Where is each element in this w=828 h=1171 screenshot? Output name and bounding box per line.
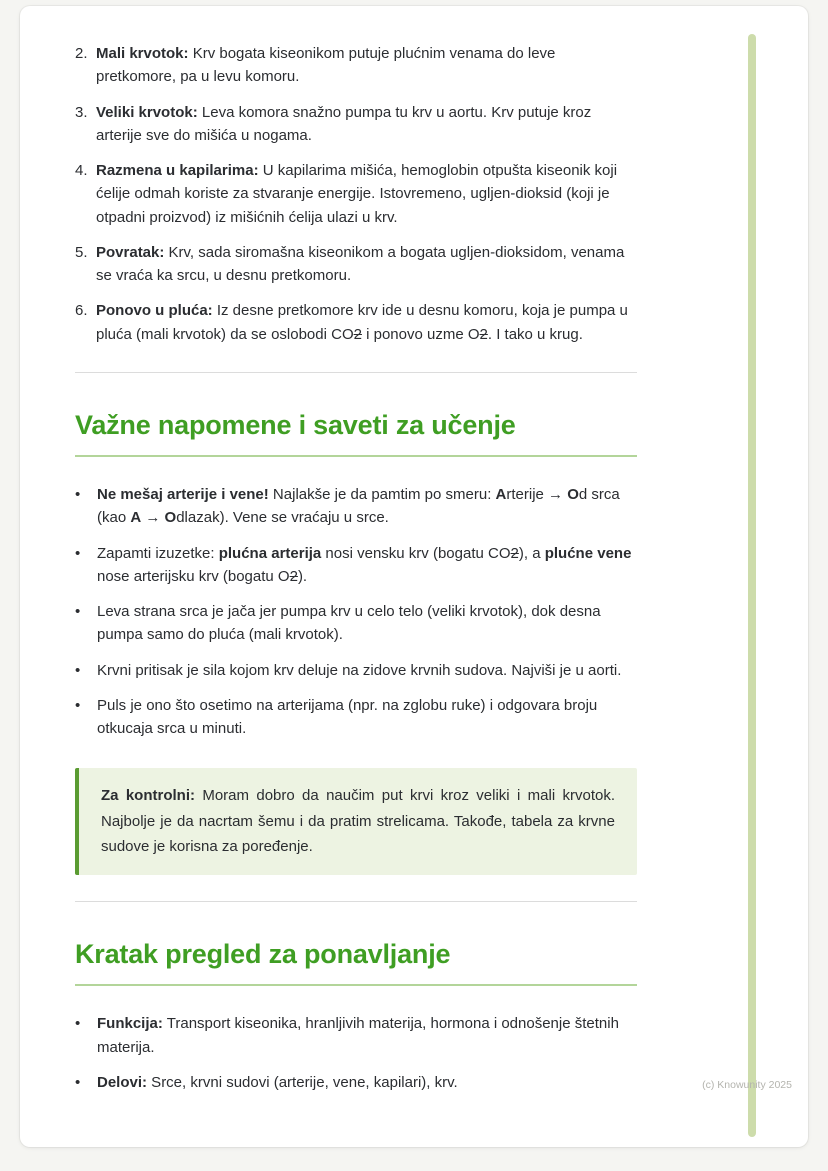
- list-item-text: [96, 159, 637, 229]
- bullet-list-item: [75, 600, 637, 647]
- notes-bullet-list: [75, 483, 637, 740]
- strikethrough-text: 2: [510, 544, 519, 562]
- strikethrough-text: 2: [289, 567, 298, 585]
- text-run: Najlakše je da pamtim po smeru:: [268, 486, 496, 504]
- text-run: Zapamti izuzetke:: [97, 544, 219, 562]
- list-item-text: [97, 542, 637, 589]
- list-item-text: [96, 241, 637, 288]
- document-content: [75, 42, 637, 1106]
- list-item-text: [96, 299, 637, 346]
- bold-text: A: [130, 509, 142, 527]
- bullet-marker: •: [75, 1015, 81, 1033]
- callout-box: [75, 768, 637, 875]
- text-run: →: [141, 509, 165, 527]
- text-run: i ponovo uzme O: [361, 325, 480, 343]
- bold-text: Delovi:: [97, 1073, 148, 1091]
- text-run: nosi vensku krv (bogatu CO: [321, 544, 511, 562]
- numbered-list-item: [75, 299, 637, 346]
- bold-text: Povratak:: [96, 243, 165, 261]
- numbered-list-item: [75, 241, 637, 288]
- bullet-list-item: [75, 483, 637, 530]
- list-item-text: [97, 694, 637, 741]
- bullet-list-item: [75, 659, 637, 682]
- copyright-credit: (c) Knowunity 2025: [702, 1079, 792, 1091]
- text-run: d srca (kao: [97, 486, 620, 527]
- bullet-list-item: [75, 694, 637, 741]
- bold-text: Za kontrolni:: [101, 787, 195, 805]
- bold-text: Ponovo u pluća:: [96, 302, 213, 320]
- bullet-list-item: [75, 1071, 637, 1094]
- text-run: . I tako u krug.: [487, 325, 583, 343]
- divider: [75, 372, 637, 373]
- list-item-text: [96, 101, 637, 148]
- divider: [75, 901, 637, 902]
- text-run: Srce, krvni sudovi (arterije, vene, kapilari), krv.: [147, 1073, 458, 1091]
- text-run: nose arterijsku krv (bogatu O: [97, 567, 290, 585]
- bold-text: Veliki krvotok:: [96, 103, 198, 121]
- list-number: 2.: [75, 45, 88, 62]
- page-edge-strip: [748, 34, 756, 1137]
- callout-text: [101, 783, 615, 860]
- numbered-list-item: [75, 42, 637, 89]
- bullet-list-item: [75, 1012, 637, 1059]
- bullet-marker: •: [75, 696, 81, 714]
- list-item-text: [97, 483, 637, 530]
- bullet-list-item: [75, 542, 637, 589]
- text-run: Krvni pritisak je sila kojom krv deluje na zidove krvnih sudova. Najviši je u aorti.: [97, 661, 622, 679]
- text-run: Moram dobro da naučim put krvi kroz veliki i mali krvotok. Najbolje je da nacrtam šemu i da pratim strelicama. Takođe, tabela za krvne sudove je korisna za poređenje.: [101, 787, 615, 856]
- list-item-text: [97, 659, 637, 682]
- strikethrough-text: 2: [479, 325, 488, 343]
- bullet-marker: •: [75, 603, 81, 621]
- list-item-text: [96, 42, 637, 89]
- text-run: dlazak). Vene se vraćaju u srce.: [176, 509, 389, 527]
- strikethrough-text: 2: [353, 325, 362, 343]
- bullet-marker: •: [75, 486, 81, 504]
- list-number: 5.: [75, 243, 88, 261]
- bold-text: Razmena u kapilarima:: [96, 162, 259, 179]
- document-page: [20, 6, 808, 1147]
- text-run: ), a: [518, 544, 545, 562]
- list-item-text: [97, 1012, 637, 1059]
- text-run: Transport kiseonika, hranljivih materija, hormona i odnošenje štetnih materija.: [97, 1015, 619, 1056]
- list-number: 4.: [75, 162, 88, 179]
- text-run: Krv bogata kiseonikom putuje plućnim venama do leve pretkomore, pa u levu komoru.: [96, 45, 556, 86]
- text-run: rterije →: [506, 486, 568, 504]
- text-run: Leva strana srca je jača jer pumpa krv u celo telo (veliki krvotok), dok desna pumpa samo do pluća (mali krvotok).: [97, 603, 601, 644]
- bullet-marker: •: [75, 661, 81, 679]
- numbered-list-item: [75, 159, 637, 229]
- bold-text: Mali krvotok:: [96, 45, 189, 62]
- section-title-notes: Važne napomene i saveti za učenje: [75, 409, 637, 457]
- list-item-text: [97, 600, 637, 647]
- bold-text: A: [495, 486, 507, 504]
- numbered-list-item: [75, 101, 637, 148]
- list-number: 6.: [75, 302, 88, 320]
- numbered-list: [75, 42, 637, 346]
- text-run: Krv, sada siromašna kiseonikom a bogata ugljen-dioksidom, venama se vraća ka srcu, u desnu pretkomoru.: [96, 243, 625, 284]
- section-title-review: Kratak pregled za ponavljanje: [75, 938, 637, 986]
- bold-text: plućne vene: [544, 544, 632, 562]
- list-number: 3.: [75, 103, 88, 121]
- bold-text: O: [567, 486, 579, 504]
- text-run: U kapilarima mišića, hemoglobin otpušta kiseonik koji ćelije odmah koriste za stvaranje energije. Istovremeno, ugljen-dioksid (koji je otpadni proizvod) iz mišićnih ćelija ulazi u krv.: [96, 162, 618, 226]
- bold-text: Funkcija:: [97, 1015, 163, 1033]
- bold-text: Ne mešaj arterije i vene!: [97, 486, 269, 504]
- review-bullet-list: [75, 1012, 637, 1094]
- list-item-text: [97, 1071, 637, 1094]
- text-run: Iz desne pretkomore krv ide u desnu komoru, koja je pumpa u pluća (mali krvotok) da se oslobodi CO: [96, 302, 628, 343]
- text-run: Puls je ono što osetimo na arterijama (npr. na zglobu ruke) i odgovara broju otkucaja srca u minuti.: [97, 696, 598, 738]
- bullet-marker: •: [75, 1073, 81, 1091]
- bold-text: O: [164, 509, 177, 527]
- text-run: ).: [297, 567, 308, 585]
- text-run: Leva komora snažno pumpa tu krv u aortu. Krv putuje kroz arterije sve do mišića u nogama.: [96, 103, 592, 144]
- bold-text: plućna arterija: [218, 544, 322, 562]
- bullet-marker: •: [75, 544, 81, 562]
